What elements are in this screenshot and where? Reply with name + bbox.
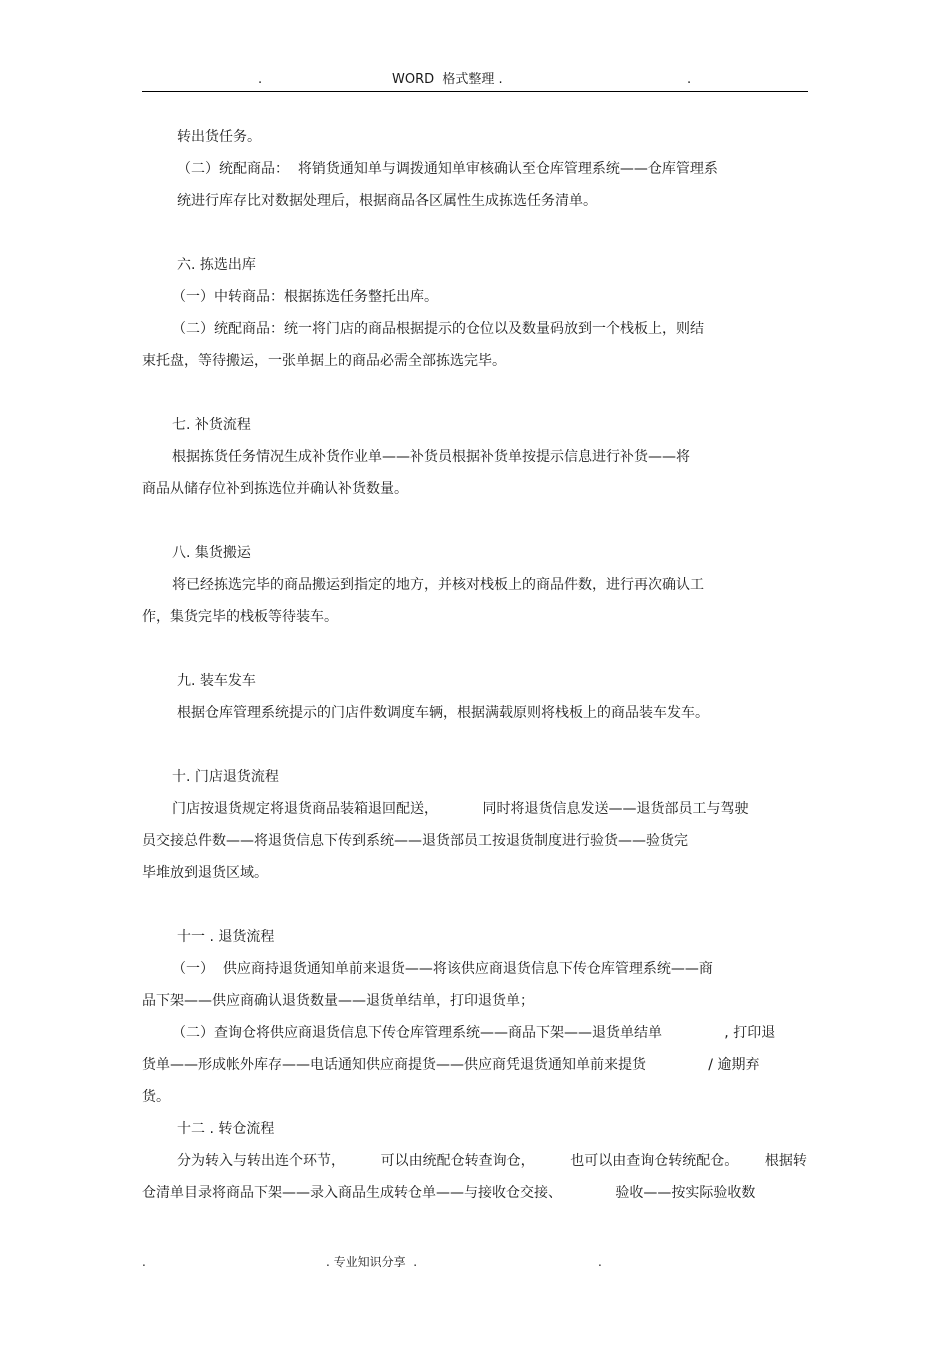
section-heading: 十. 门店退货流程 xyxy=(172,769,279,785)
header-dot-right: . xyxy=(687,72,692,87)
footer-dot-right: . xyxy=(598,1255,602,1269)
section-heading: 六. 拣选出库 xyxy=(177,257,256,273)
section-heading: 八. 集货搬运 xyxy=(172,545,251,561)
text-line: 品下架——供应商确认退货数量——退货单结单，打印退货单； xyxy=(142,993,534,1009)
text-line: 门店按退货规定将退货商品装箱退回配送， 同时将退货信息发送——退货部员工与驾驶 xyxy=(172,801,749,817)
header-title: WORD 格式整理 . xyxy=(392,72,503,87)
text-line: （二）统配商品：统一将门店的商品根据提示的仓位以及数量码放到一个栈板上，则结 xyxy=(172,321,704,337)
section-heading: 十二 . 转仓流程 xyxy=(177,1121,275,1137)
footer-text: . 专业知识分享 . xyxy=(326,1255,418,1269)
text-line: 将已经拣选完毕的商品搬运到指定的地方，并核对栈板上的商品件数，进行再次确认工 xyxy=(172,577,704,593)
text-line: 转出货任务。 xyxy=(177,129,261,145)
section-heading: 十一 . 退货流程 xyxy=(177,929,275,945)
text-line: （二）查询仓将供应商退货信息下传仓库管理系统——商品下架——退货单结单 , 打印退 xyxy=(172,1025,776,1041)
text-line: 仓清单目录将商品下架——录入商品生成转仓单——与接收仓交接、 验收——按实际验收数 xyxy=(142,1185,756,1201)
header-rule xyxy=(142,91,808,92)
section-heading: 九. 装车发车 xyxy=(177,673,256,689)
text-line: 员交接总件数——将退货信息下传到系统——退货部员工按退货制度进行验货——验货完 xyxy=(142,833,688,849)
footer-dot-left: . xyxy=(142,1255,146,1269)
text-line: 统进行库存比对数据处理后，根据商品各区属性生成拣选任务清单。 xyxy=(177,193,597,209)
text-line: 商品从储存位补到拣选位并确认补货数量。 xyxy=(142,481,408,497)
header-dot-left: . xyxy=(258,72,263,87)
text-line: （一） 供应商持退货通知单前来退货——将该供应商退货信息下传仓库管理系统——商 xyxy=(172,961,713,977)
text-line: 货单——形成帐外库存——电话通知供应商提货——供应商凭退货通知单前来提货 / 逾期弃 xyxy=(142,1057,760,1073)
text-line: 毕堆放到退货区域。 xyxy=(142,865,268,881)
text-line: （一）中转商品：根据拣选任务整托出库。 xyxy=(172,289,438,305)
text-line: 货。 xyxy=(142,1089,170,1105)
text-line: 根据拣货任务情况生成补货作业单——补货员根据补货单按提示信息进行补货——将 xyxy=(172,449,690,465)
section-heading: 七. 补货流程 xyxy=(172,417,251,433)
text-line: 分为转入与转出连个环节， 可以由统配仓转查询仓， 也可以由查询仓转统配仓。 根据转 xyxy=(177,1153,807,1169)
text-line: （二）统配商品： 将销货通知单与调拨通知单审核确认至仓库管理系统——仓库管理系 xyxy=(177,161,718,177)
text-line: 根据仓库管理系统提示的门店件数调度车辆，根据满载原则将栈板上的商品装车发车。 xyxy=(177,705,709,721)
text-line: 束托盘，等待搬运，一张单据上的商品必需全部拣选完毕。 xyxy=(142,353,506,369)
text-line: 作，集货完毕的栈板等待装车。 xyxy=(142,609,338,625)
